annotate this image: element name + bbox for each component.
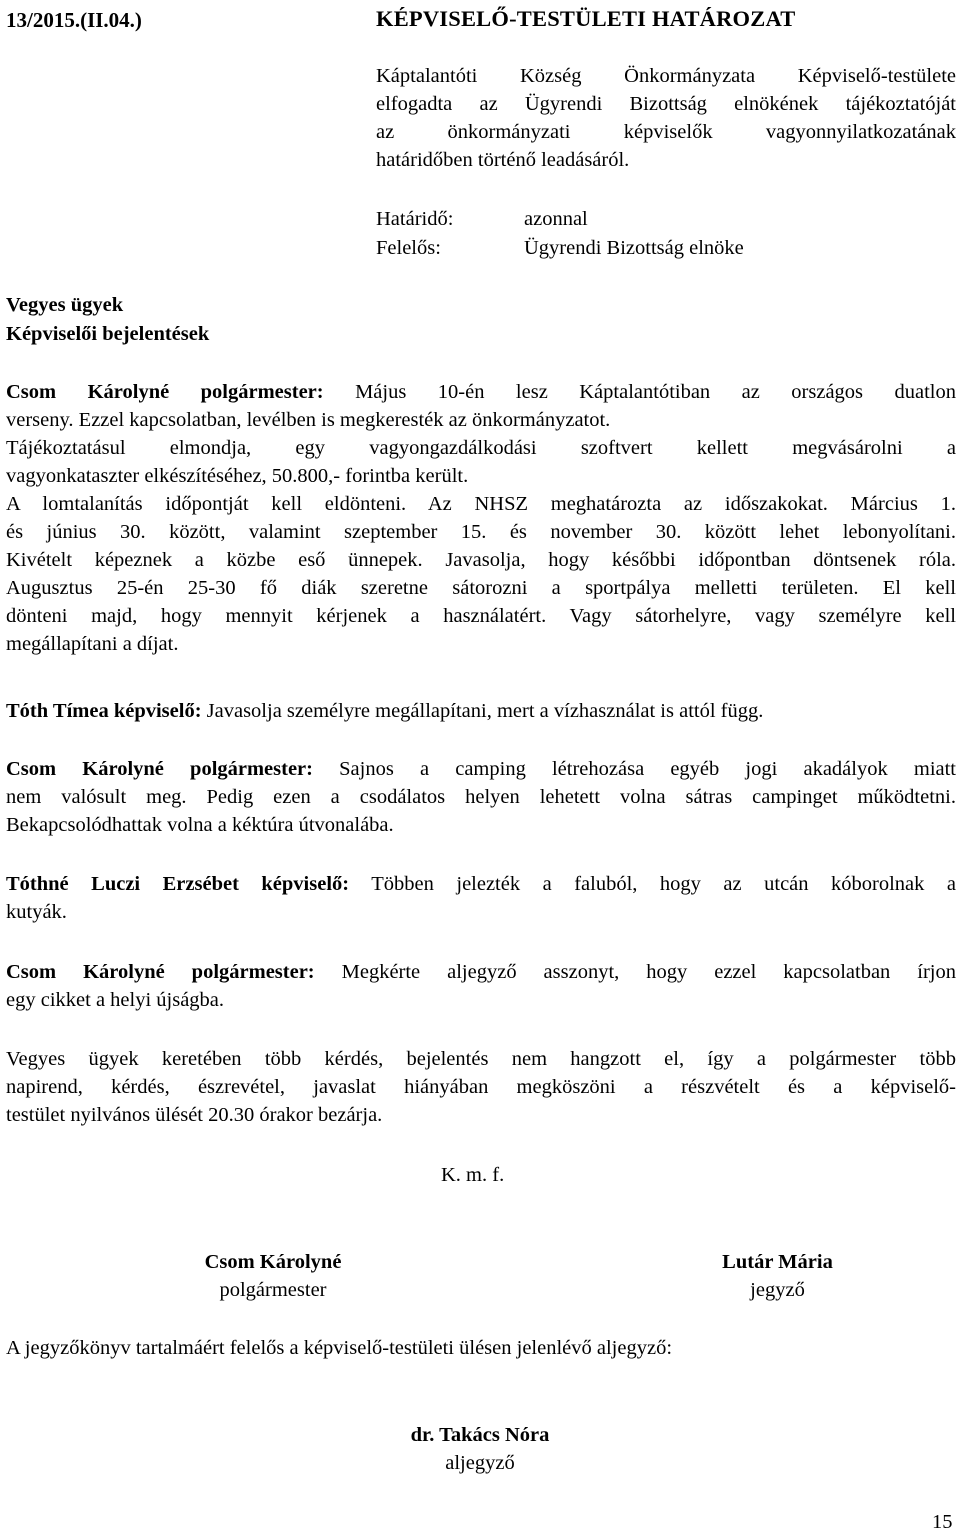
resolution-text xyxy=(376,62,956,174)
paragraph-line: napirend, kérdés, észrevétel, javaslat hiányában megköszöni a részvételt és a képviselő- xyxy=(6,1076,956,1098)
speaker-name: Csom Károlyné polgármester: xyxy=(6,758,313,780)
line-text: Többen jelezték a faluból, hogy az utcán kóborolnak a xyxy=(349,873,956,895)
paragraph-line xyxy=(6,958,956,986)
paragraph-line: dönteni majd, hogy mennyit kérjenek a használatért. Vagy sátorhelyre, vagy személyre kell xyxy=(6,605,956,627)
paragraph-line: Augusztus 25-én 25-30 fő diák szeretne sátorozni a sportpálya melletti területen. El kell xyxy=(6,577,956,599)
resolution-line: az önkormányzati képviselők vagyonnyilatkozatának xyxy=(376,121,956,143)
paragraph-line: Tájékoztatásul elmondja, egy vagyongazdálkodási szoftvert kellett megvásárolni a xyxy=(6,437,956,459)
speaker-name: Csom Károlyné polgármester: xyxy=(6,381,324,403)
resolution-number: 13/2015.(II.04.) xyxy=(6,8,142,32)
signature-mayor xyxy=(188,1248,358,1304)
paragraph-line: Bekapcsolódhattak volna a kéktúra útvonalába. xyxy=(6,814,394,836)
paragraph-line: megállapítani a díjat. xyxy=(6,633,179,655)
paragraph-line: egy cikket a helyi újságba. xyxy=(6,989,225,1011)
paragraph-mayor-camping xyxy=(6,755,956,839)
misc-section-heading: Vegyes ügyek xyxy=(6,294,124,316)
paragraph-line: Kivételt képeznek a közbe eső ünnepek. Javasolja, hogy későbbi időpontban döntsenek róla. xyxy=(6,549,956,571)
paragraph-toth-timea xyxy=(6,697,956,725)
signature-name: Csom Károlyné xyxy=(204,1251,342,1273)
paragraph-line xyxy=(6,697,956,725)
paragraph-closing xyxy=(6,1045,956,1129)
line-text: Május 10-én lesz Káptalantótiban az országos duatlon xyxy=(323,381,956,403)
paragraph-mayor-announcements xyxy=(6,378,956,658)
paragraph-line xyxy=(6,378,956,406)
resolution-line: elfogadta az Ügyrendi Bizottság elnökének tájékoztatóját xyxy=(376,93,956,115)
responsible-value: Ügyrendi Bizottság elnöke xyxy=(524,237,744,259)
deadline-label: Határidő: xyxy=(376,208,454,230)
signature-title: polgármester xyxy=(219,1279,327,1301)
line-text: Megkérte aljegyző asszonyt, hogy ezzel kapcsolatban írjon xyxy=(314,961,956,983)
paragraph-line: A lomtalanítás időpontját kell eldönteni. Az NHSZ meghatározta az időszakokat. Március 1. xyxy=(6,493,956,515)
signature-name: dr. Takács Nóra xyxy=(410,1424,550,1446)
line-text: Sajnos a camping létrehozása egyéb jogi akadályok miatt xyxy=(313,758,957,780)
paragraph-line: nem valósult meg. Pedig ezen a csodálatos helyen lehetett volna sátras campinget működtetni. xyxy=(6,786,956,808)
paragraph-line: verseny. Ezzel kapcsolatban, levélben is megkeresték az önkormányzatot. xyxy=(6,409,611,431)
reports-section-heading: Képviselői bejelentések xyxy=(6,323,210,345)
resolution-title: KÉPVISELŐ-TESTÜLETI HATÁROZAT xyxy=(376,6,796,31)
signature-deputy-notary xyxy=(380,1421,580,1477)
paragraph-tothne-luczi xyxy=(6,870,956,926)
paragraph-line: testület nyilvános ülését 20.30 órakor bezárja. xyxy=(6,1104,383,1126)
resolution-line: Káptalantóti Község Önkormányzata Képviselő-testülete xyxy=(376,65,956,87)
signature-name: Lutár Mária xyxy=(722,1251,833,1273)
speaker-name: Tóthné Luczi Erzsébet képviselő: xyxy=(6,873,350,895)
paragraph-line xyxy=(6,755,956,783)
speaker-name: Csom Károlyné polgármester: xyxy=(6,961,315,983)
signature-title: jegyző xyxy=(750,1279,805,1301)
paragraph-line: és június 30. között, valamint szeptember 15. és november 30. között lehet lebonyolítani. xyxy=(6,521,956,543)
paragraph-line: vagyonkataszter elkészítéséhez, 50.800,- forintba került. xyxy=(6,465,469,487)
line-text: Javasolja személyre megállapítani, mert a vízhasználat is attól függ. xyxy=(201,700,764,722)
paragraph-line: Vegyes ügyek keretében több kérdés, bejelentés nem hangzott el, így a polgármester több xyxy=(6,1048,956,1070)
attestation-text: A jegyzőkönyv tartalmáért felelős a képviselő-testületi ülésen jelenlévő aljegyző: xyxy=(6,1337,673,1359)
page-number: 15 xyxy=(932,1511,953,1533)
deadline-value: azonnal xyxy=(524,208,588,230)
kmf-mark: K. m. f. xyxy=(441,1164,505,1186)
paragraph-line: kutyák. xyxy=(6,901,67,923)
signature-notary xyxy=(700,1248,855,1304)
paragraph-mayor-article xyxy=(6,958,956,1014)
responsible-label: Felelős: xyxy=(376,237,441,259)
speaker-name: Tóth Tímea képviselő: xyxy=(6,700,202,722)
resolution-line: határidőben történő leadásáról. xyxy=(376,149,630,171)
paragraph-line xyxy=(6,870,956,898)
signature-title: aljegyző xyxy=(445,1452,515,1474)
